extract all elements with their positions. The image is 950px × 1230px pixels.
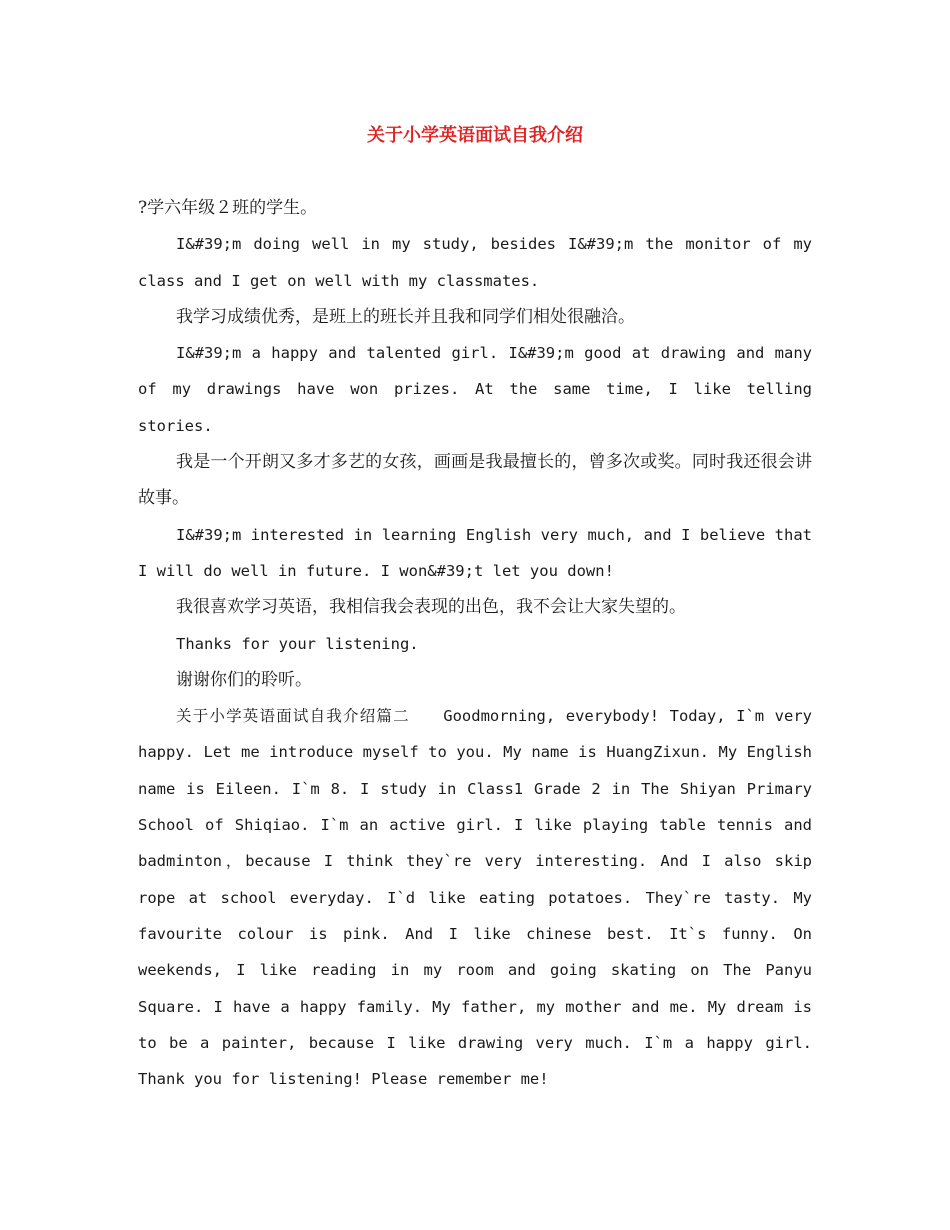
paragraph-thanks-en: Thanks for your listening. [176,634,419,653]
document-body [138,190,812,1097]
paragraph-study-zh: 我学习成绩优秀，是班上的班长并且我和同学们相处很融洽。 [176,306,635,327]
paragraph-talent-zh: 我是一个开朗又多才多艺的女孩，画画是我最擅长的，曾多次或奖。同时我还很会讲故事。 [138,452,812,509]
paragraph-study-en: I&#39;m doing well in my study, besides I&#39;m the monitor of my class and I get on well with my classmates. [138,235,812,290]
paragraph-talent-en: I&#39;m a happy and talented girl. I&#39;m good at drawing and many of my drawings have won prizes. At the same time, I like telling stories. [138,344,812,435]
paragraph-class-info: ?学六年级２班的学生。 [138,198,318,218]
document-title: 关于小学英语面试自我介绍 [367,125,583,146]
paragraph-thanks-zh: 谢谢你们的聆听。 [176,669,312,690]
paragraph-part-two: 关于小学英语面试自我介绍篇二 Goodmorning, everybody! Today, I`m very happy. Let me introduce myself to you. My name is HuangZixun. My English name is Eileen. I`m 8. I study in Class1 Grade 2 in The Shiyan Primary School of Shiqiao. I`m an active girl. I like playing table tennis and badminton，because I think they`re very interesting. And I also skip rope at school everyday. I`d like eating potatoes. They`re tasty. My favourite colour is pink. And I like chinese best. It`s funny. On weekends, I like reading in my room and going skating on The Panyu Square. I have a happy family. My father, my mother and me. My dream is to be a painter, because I like drawing very much. I`m a happy girl. Thank you for listening! Please remember me! [138,707,812,1089]
paragraph-english-en: I&#39;m interested in learning English very much, and I believe that I will do well in future. I won&#39;t let you down! [138,525,812,580]
paragraph-english-zh: 我很喜欢学习英语，我相信我会表现的出色，我不会让大家失望的。 [176,597,686,618]
